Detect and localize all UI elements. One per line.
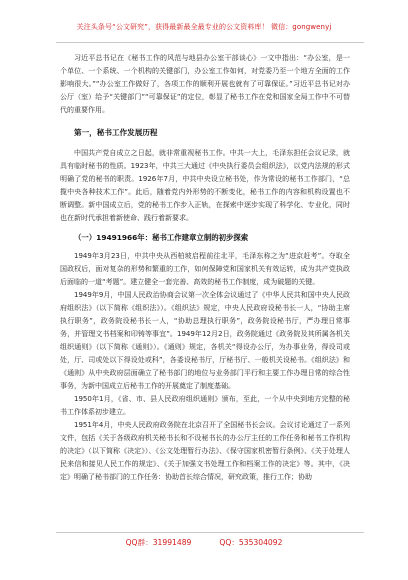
body-paragraph: 1951年4月，中央人民政府政务院在北京召开了全国秘书长会议。会议讨论通过了一系列文件，包括《关于各级政府机关秘书长和不设秘书长的办公厅主任的工作任务和秘书工作机构的决定》（以下简称《决定》）、《公文处理暂行办法》、《保守国家机密暂行条例》、《关于处理人民来信和接见人民工作的规定》、《关于加强文书处理工作和档案工作的决定》等。其中，《决定》明确了秘书部门的工作任务：协助首长综合情况，研究政策，推行工作；协助 (60, 421, 350, 481)
header-banner: 关注头条号“公文研究”，获得最新最全最专业的公文资料库！ 微信：gongwenyj (76, 23, 332, 31)
header-divider (56, 42, 364, 43)
qq-text: QQ：535304092 (219, 538, 283, 547)
document-body (60, 52, 350, 484)
intro-paragraph: 习近平总书记在《秘书工作的风范与地县办公室干部谈心》一文中指出：“办公室，是一个单位、一个系统、一个机构的关键部门，办公室工作如何，对党委乃至一个地方全面的工作影响很大。”“办公室工作做好了，各项工作的顺利开展也就有了可靠保证。”习近平总书记对办公厅（室）给予“关键部门”“可靠保证”的定位，彰显了秘书工作在党和国家全局工作中不可替代的重要作用。 (60, 54, 350, 114)
subsection-heading: （一）19491966年：秘书工作建章立制的初步探索 (74, 233, 249, 242)
body-paragraph: 1949年3月23日，中共中央从西柏坡启程前往北平，毛泽东称之为“进京赶考”。夺取全国政权后，面对复杂的形势和繁重的工作，如何保障党和国家机关有效运转，成为共产党执政后面临的一道“考题”。建立健全一套完善、高效的秘书工作制度，成为破题的关键。 (60, 252, 350, 286)
body-paragraph: 1949年9月，中国人民政治协商会议第一次全体会议通过了《中华人民共和国中央人民政府组织法》（以下简称《组织法》）。《组织法》规定，中央人民政府设秘书长一人，“协助主席执行职务”，政务院设秘书长一人，“协助总理执行职务”，政务院设秘书厅，严办理日常事务，并管理文书档案和印铸等事宜”。1949年12月2日，政务院通过《政务院及其所属各机关组织通则》（以下简称《通则》）。《通则》规定，各机关“得设办公厅，为办事业务，得设司或处，厅、司或处以下得设处或科”，各委设秘书厅，厅秘书厅、一般机关设秘书。《组织法》和《通则》从中央政府层面确立了秘书部门的地位与业务部门平行和主要工作办理日常的综合性事务，为新中国成立后秘书工作的开展奠定了制度基础。 (60, 291, 350, 390)
footer (0, 537, 408, 548)
footer-divider (56, 532, 364, 533)
section-paragraph: 中国共产党自成立之日起，就非常重视秘书工作。中共一大上，毛泽东担任会议记录，就具有临时秘书的性质。1923年，中共三大通过《中央执行委员会组织法》，以党内法规的形式明确了党的秘书的职责。1926年7月，中共中央设立秘书处，作为常设的秘书工作部门，“总揽中央各种技术工作”。此后，随着党内外形势的不断变化，秘书工作的内容和机构设置也不断调整。新中国成立后，党的秘书工作步入正轨，在探索中逐步实现了科学化、专业化，同时也在新时代承担着新使命、践行着新要求。 (60, 149, 350, 222)
qq-group-text: QQ群：31991489 (125, 538, 192, 547)
section-heading: 第一，秘书工作发展历程 (74, 128, 158, 137)
body-paragraph: 1950年1月，《省、市、县人民政府组织通则》颁布，至此，一个从中央到地方完整的秘书工作体系初步建立。 (60, 395, 350, 416)
